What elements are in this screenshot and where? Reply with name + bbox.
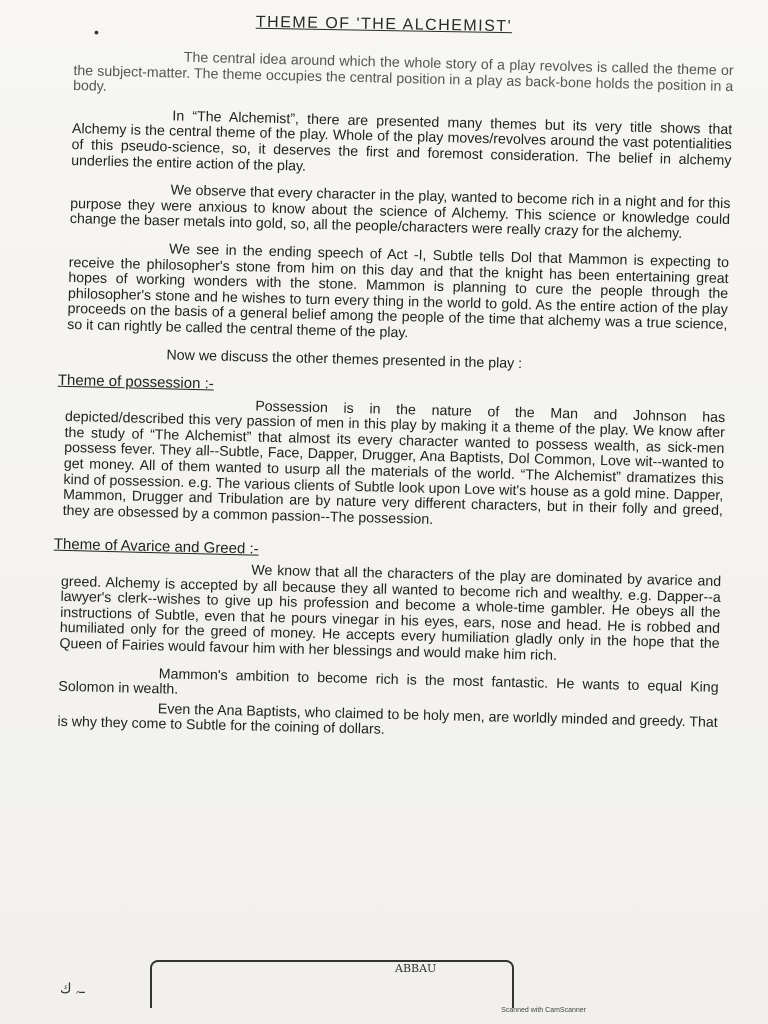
intro-paragraph: The central idea around which the whole story of a play revolves is called the theme or the subject-matter. The theme occupies the central position in a play as back-bone holds the position in a body. xyxy=(72,49,734,95)
heading-avarice-greed: Theme of Avarice and Greed :- xyxy=(53,536,259,559)
paragraph-mammon: Mammon's ambition to become rich is the most fantastic. He wants to equal King Solomon in wealth. xyxy=(58,665,719,698)
scanner-watermark: Scanned with CamScanner xyxy=(501,1007,586,1014)
document-body xyxy=(53,48,734,759)
paragraph-act-one: We see in the ending speech of Act -I, Subtle tells Dol that Mammon is expecting to receive the philosopher's stone from him on this day and that the knight has been entertaining great hopes of working wonders with the stone. Mammon is planning to cure the people through the philosopher's stone and he wishes to turn every thing in the world to gold. As the entire action of the play proceeds on the basis of a general belief among the people of the time that alchemy was a true science, so it can rightly be called the central theme of the play. xyxy=(67,241,730,342)
heading-possession: Theme of possession :- xyxy=(57,371,214,393)
paragraph-avarice-greed: We know that all the characters of the play are dominated by avarice and greed. Alchemy is accepted by all because they all wanted to become rich and wealthy. e.g. Dapper--a lawyer's clerk--wishes to give up his profession and become a whole-time gambler. He obeys all the instructions of Subtle, even that he pours vinegar in his eyes, ears, nose and head. He is robbed and humiliated only for the greed of money. He accepts every humiliation gladly only in the hope that the Queen of Fairies would favour him with her blessings and would make him rich. xyxy=(59,562,722,664)
page-title: THEME OF 'THE ALCHEMIST' xyxy=(255,13,513,36)
handwritten-scribble: ـﮧ ﻙ xyxy=(60,980,85,996)
paragraph-ana-baptists: Even the Ana Baptists, who claimed to be holy men, are worldly minded and greedy. That is why they come to Subtle for the coining of dollars. xyxy=(57,701,718,739)
paragraph-alchemy-theme: In “The Alchemist”, there are presented many themes but its very title shows that Alchemy is the central theme of the play. Whole of the play moves/revolves around the vast potentialities of this pseudo-science, so, it deserves the first and foremost consideration. The belief in alchemy underlies the entire action of the play. xyxy=(71,108,733,175)
stamp-text: ABBAU xyxy=(395,962,437,975)
ink-dot: • xyxy=(94,24,99,40)
stamp-outline xyxy=(150,960,514,1008)
paragraph-characters: We observe that every character in the play, wanted to become rich in a night and for this purpose they were anxious to know about the science of Alchemy. This science or knowledge could change the baser metals into gold, so, all the people/characters were really crazy for the alchemy. xyxy=(69,182,731,243)
paragraph-other-themes: Now we discuss the other themes presented in the play : xyxy=(166,346,523,372)
paragraph-possession: Possession is in the nature of the Man and Johnson has depicted/described this very passion of men in this play by making it a theme of the play. We know after the study of “The Alchemist” that almost its every character wanted to possess wealth, as sick-men possess fever. They all--Subtle, Face, Dapper, Drugger, Ana Baptists, Dol Common, Love wit--wanted to get money. All of them wanted to usurp all the materials of the world. “The Alchemist” dramatizes this kind of possession. e.g. The various clients of Subtle look upon Love wit's house as a gold mine. Dapper, Mammon, Drugger and Tribulation are by nature very different characters, but in their folly and greed, they are obsessed by a common passion--The possession. xyxy=(62,398,726,528)
